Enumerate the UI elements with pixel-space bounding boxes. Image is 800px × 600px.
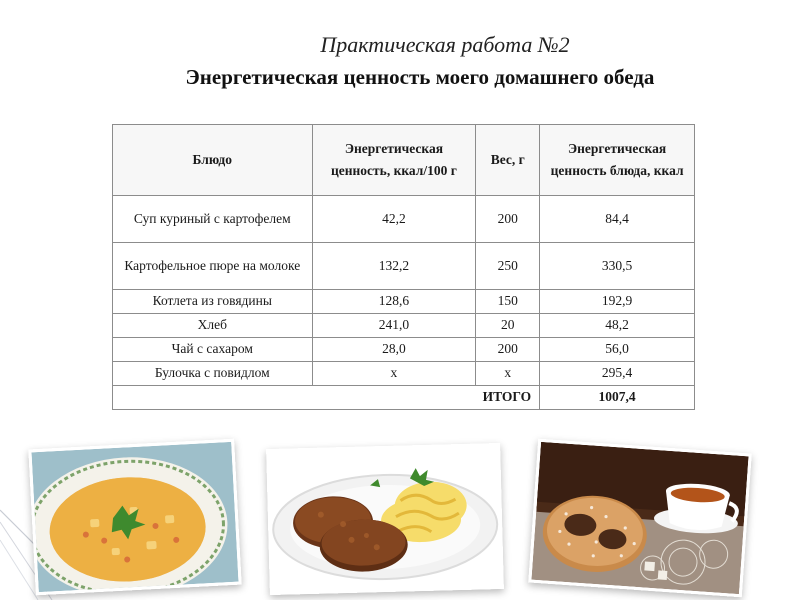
cell-weight: 20 — [476, 314, 540, 338]
total-label: ИТОГО — [113, 386, 540, 410]
cell-weight: 200 — [476, 338, 540, 362]
header-weight: Вес, г — [476, 125, 540, 196]
header-energy-total: Энергетическая ценность блюда, ккал — [540, 125, 695, 196]
total-value: 1007,4 — [540, 386, 695, 410]
table-header-row — [113, 125, 695, 196]
subtitle: Практическая работа №2 — [320, 32, 570, 57]
cell-energy-per-100g: 28,0 — [312, 338, 476, 362]
cutlets-photo — [266, 443, 504, 595]
table-row — [113, 314, 695, 338]
table-row — [113, 338, 695, 362]
table-row — [113, 362, 695, 386]
cell-energy-per-100g: 132,2 — [312, 243, 476, 290]
table-row — [113, 290, 695, 314]
cell-dish: Булочка с повидлом — [113, 362, 313, 386]
cell-dish: Суп куриный с картофелем — [113, 196, 313, 243]
cell-dish: Котлета из говядины — [113, 290, 313, 314]
cell-energy-total: 48,2 — [540, 314, 695, 338]
tea-photo — [528, 439, 752, 598]
cell-energy-per-100g: 42,2 — [312, 196, 476, 243]
cell-energy-total: 84,4 — [540, 196, 695, 243]
soup-photo — [28, 439, 241, 596]
cell-energy-total: 295,4 — [540, 362, 695, 386]
cell-energy-total: 56,0 — [540, 338, 695, 362]
cell-energy-per-100g: 128,6 — [312, 290, 476, 314]
cell-weight: 250 — [476, 243, 540, 290]
total-row — [113, 386, 695, 410]
cell-weight: 150 — [476, 290, 540, 314]
table-row — [113, 196, 695, 243]
cell-energy-total: 330,5 — [540, 243, 695, 290]
header-dish: Блюдо — [113, 125, 313, 196]
cell-weight: х — [476, 362, 540, 386]
energy-table — [112, 124, 695, 410]
cell-dish: Картофельное пюре на молоке — [113, 243, 313, 290]
header-energy-per-100g: Энергетическая ценность, ккал/100 г — [312, 125, 476, 196]
page-title: Энергетическая ценность моего домашнего обеда — [185, 65, 655, 89]
cell-energy-per-100g: х — [312, 362, 476, 386]
cell-weight: 200 — [476, 196, 540, 243]
cell-energy-total: 192,9 — [540, 290, 695, 314]
cell-dish: Чай с сахаром — [113, 338, 313, 362]
table-row — [113, 243, 695, 290]
cell-dish: Хлеб — [113, 314, 313, 338]
cell-energy-per-100g: 241,0 — [312, 314, 476, 338]
